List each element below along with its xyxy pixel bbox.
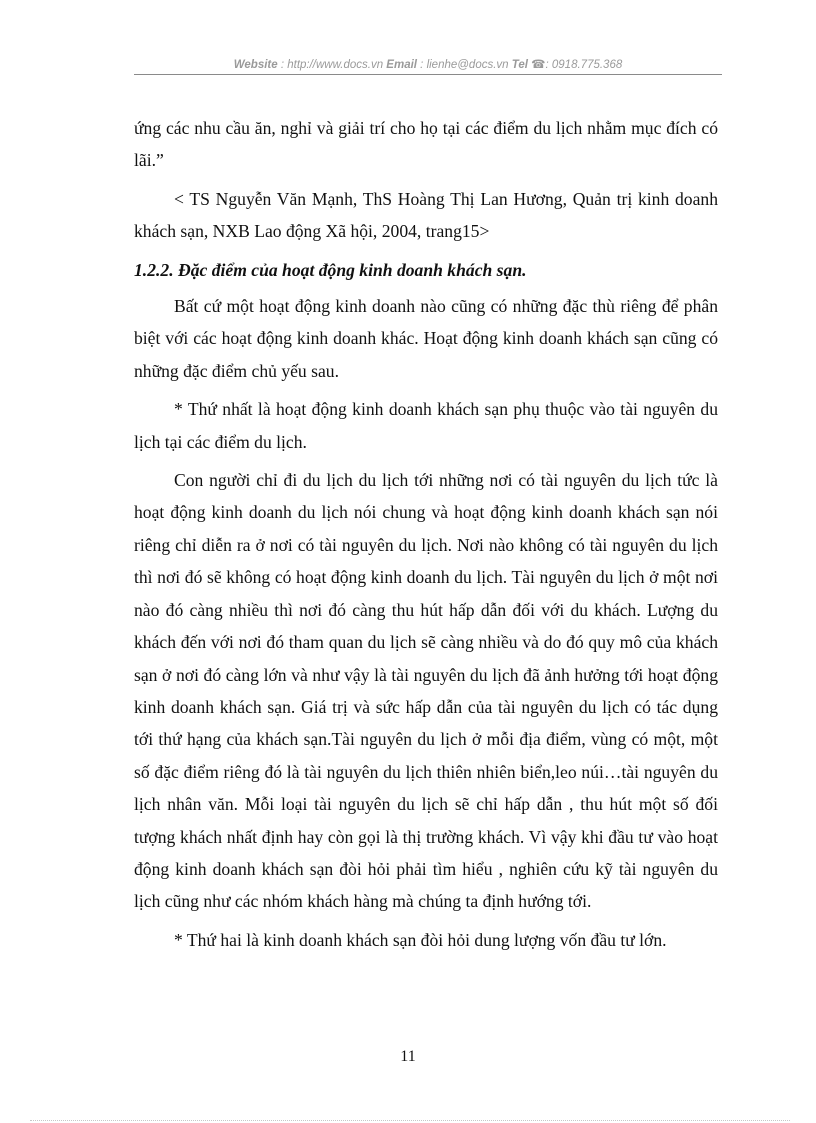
page-header (134, 57, 722, 71)
phone-icon: ☎ (531, 59, 546, 71)
paragraph: * Thứ hai là kinh doanh khách sạn đòi hỏi dung lượng vốn đầu tư lớn. (174, 929, 667, 950)
paragraph: * Thứ nhất là hoạt động kinh doanh khách sạn phụ thuộc vào tài nguyên du lịch tại các điểm du lịch. (134, 399, 718, 452)
website-label: Website (233, 59, 278, 71)
tel-label: Tel (511, 59, 528, 71)
email-label: Email (386, 59, 417, 71)
paragraph: Con người chỉ đi du lịch du lịch tới những nơi có tài nguyên du lịch tức là hoạt động kinh doanh du lịch nói chung và hoạt động kinh doanh khách sạn nói riêng chỉ diễn ra ở nơi có tài nguyên du lịch. Nơi nào không có tài nguyên du lịch thì nơi đó sẽ không có hoạt động kinh doanh du lịch. Tài nguyên du lịch ở một nơi nào đó càng nhiều thì nơi đó càng thu hút hấp dẫn đối với du khách. Lượng du khách đến với nơi đó tham quan du lịch sẽ càng nhiều và do đó quy mô của khách sạn ở nơi đó càng lớn và như vậy là tài nguyên du lịch đã ảnh hưởng tới hoạt động kinh doanh khách sạn. Giá trị và sức hấp dẫn của tài nguyên du lịch có tác dụng tới thứ hạng của khách sạn.Tài nguyên du lịch ở mỗi địa điểm, vùng có một, một số đặc điểm riêng đó là tài nguyên du lịch thiên nhiên biển,leo núi…tài nguyên du lịch nhân văn. Mỗi loại tài nguyên du lịch sẽ chỉ hấp dẫn , thu hút một số đối tượng khách nhất định hay còn gọi là thị trường khách. Vì vậy khi đầu tư vào hoạt động kinh doanh khách sạn đòi hỏi phải tìm hiểu , nghiên cứu kỹ tài nguyên du lịch cũng như các nhóm khách hàng mà chúng ta định hướng tới. (134, 470, 718, 912)
email-value: : lienhe@docs.vn (416, 59, 512, 71)
page-number: 11 (400, 1048, 416, 1065)
tel-value: : 0918.775.368 (545, 59, 623, 71)
website-value: : http://www.docs.vn (277, 59, 387, 71)
section-heading: 1.2.2. Đặc điểm của hoạt động kinh doanh khách sạn. (134, 259, 527, 280)
document-body (134, 112, 718, 962)
paragraph-continuation: ứng các nhu cầu ăn, nghỉ và giải trí cho họ tại các điểm du lịch nhằm mục đích có lãi.” (134, 118, 718, 171)
paragraph: Bất cứ một hoạt động kinh doanh nào cũng có những đặc thù riêng để phân biệt với các hoạt động kinh doanh khác. Hoạt động kinh doanh khách sạn cũng có những đặc điểm chủ yếu sau. (134, 296, 718, 381)
citation: < TS Nguyễn Văn Mạnh, ThS Hoàng Thị Lan Hương, Quản trị kinh doanh khách sạn, NXB Lao động Xã hội, 2004, trang15> (134, 188, 718, 242)
header-divider (134, 74, 722, 75)
footer-divider (30, 1120, 790, 1121)
